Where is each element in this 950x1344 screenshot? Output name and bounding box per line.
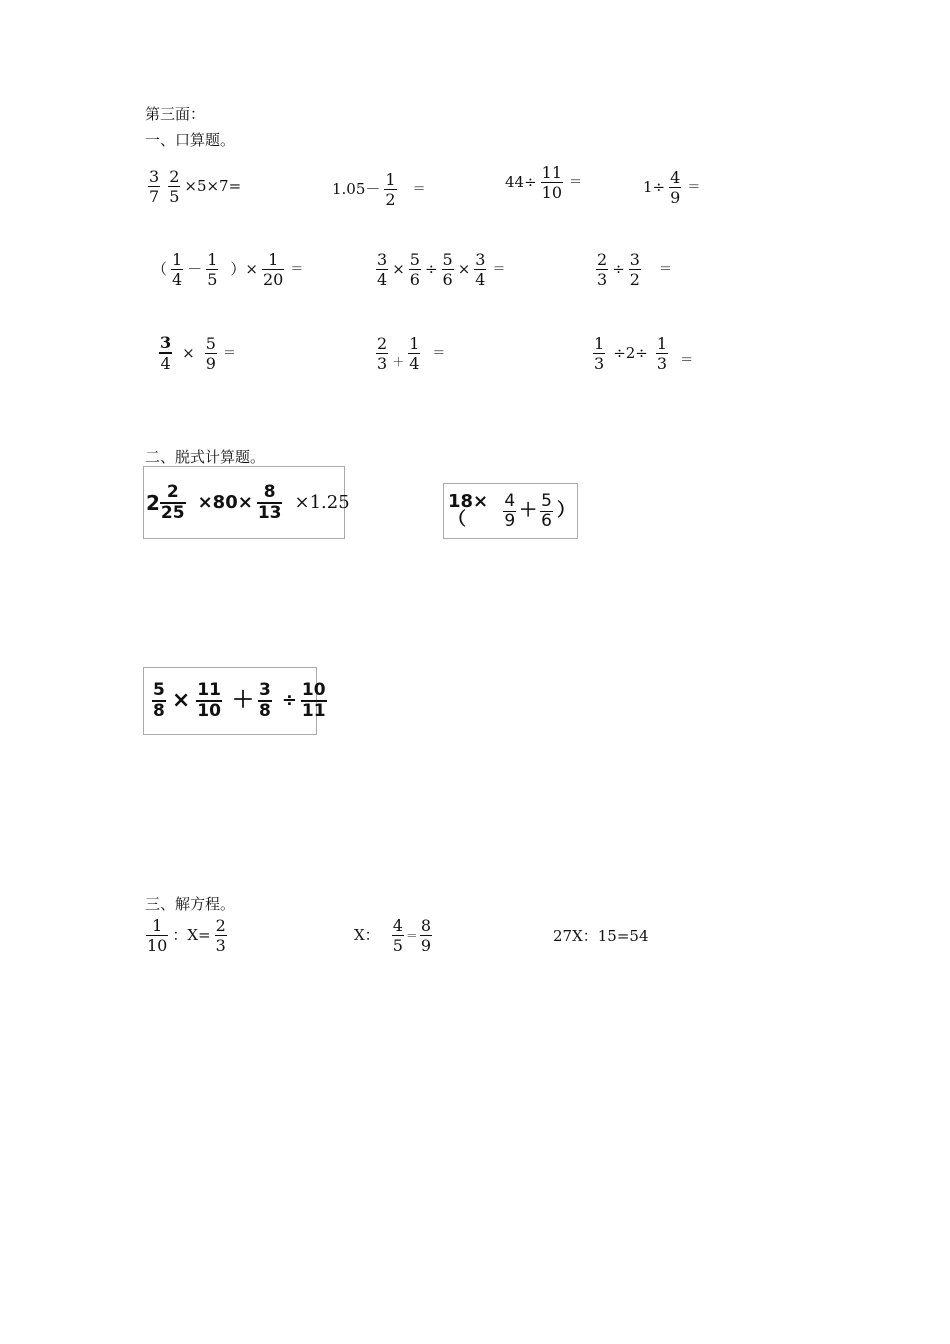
operator: ）× bbox=[230, 260, 258, 278]
step-calc-problem-2 bbox=[443, 483, 578, 539]
operator: ：X= bbox=[172, 926, 211, 944]
section-1-heading: 一、口算题。 bbox=[145, 131, 236, 149]
equals-sign: ＝ bbox=[222, 345, 236, 361]
operator: ＋ bbox=[519, 500, 538, 521]
section-2-heading: 二、脱式计算题。 bbox=[145, 448, 266, 466]
fraction: $\frac{1}{3}$ bbox=[594, 334, 605, 373]
fraction: $\frac{3}{2}$ bbox=[629, 250, 640, 289]
fraction: $\frac{3}{4}$ bbox=[475, 250, 486, 289]
mental-math-problem bbox=[374, 250, 506, 289]
equals-sign: ＝ bbox=[658, 262, 672, 277]
fraction: $\frac{1}{3}$ bbox=[656, 334, 668, 373]
mental-math-problem bbox=[641, 168, 700, 207]
equation-problem bbox=[551, 929, 651, 944]
fraction: $\frac{4}{9}$ bbox=[670, 168, 681, 207]
operator: － bbox=[187, 260, 203, 278]
operator: ÷ bbox=[424, 260, 438, 278]
operator: × bbox=[171, 688, 191, 713]
fraction: $\frac{8}{9}$ bbox=[420, 916, 432, 955]
fraction: $\frac{2}{3}$ bbox=[377, 334, 388, 373]
operator: ÷ bbox=[612, 260, 625, 278]
fraction: $\frac{10}{11}$ bbox=[301, 680, 326, 721]
mental-math-problem bbox=[374, 334, 445, 373]
fraction: $\frac{8}{13}$ bbox=[257, 481, 282, 523]
mental-math-problem bbox=[157, 333, 236, 373]
fraction: $\frac{2}{25}$ bbox=[160, 481, 185, 523]
operator: ） bbox=[557, 500, 575, 521]
mixed-number-whole: 2 bbox=[146, 490, 160, 515]
operator: ×80× bbox=[197, 491, 253, 513]
operator: ÷2÷ bbox=[613, 344, 648, 362]
operator: 44÷ bbox=[505, 173, 537, 191]
fraction: $\frac{11}{10}$ bbox=[197, 680, 221, 721]
equals-sign: ＝ bbox=[687, 180, 701, 195]
fraction: $\frac{5}{6}$ bbox=[442, 250, 453, 289]
fraction: $\frac{1}{20}$ bbox=[262, 250, 284, 289]
fraction: $\frac{5}{8}$ bbox=[153, 680, 165, 721]
fraction: $\frac{11}{10}$ bbox=[541, 163, 563, 202]
operator: 27X：15=54 bbox=[553, 927, 649, 945]
equals-sign: ＝ bbox=[432, 346, 446, 361]
mental-math-problem bbox=[146, 167, 243, 206]
fraction: $\frac{2}{5}$ bbox=[169, 167, 180, 206]
mental-math-problem bbox=[503, 163, 582, 202]
operator: ＝ bbox=[405, 928, 418, 943]
page-title: 第三面： bbox=[145, 105, 206, 123]
operator: × bbox=[392, 260, 405, 278]
operator: × bbox=[182, 343, 195, 362]
fraction: $\frac{1}{5}$ bbox=[207, 250, 218, 289]
fraction: $\frac{5}{9}$ bbox=[205, 333, 216, 373]
equation-problem bbox=[352, 916, 434, 955]
equals-sign: ＝ bbox=[412, 182, 426, 197]
equals-sign: ＝ bbox=[290, 262, 304, 277]
fraction: $\frac{3}{4}$ bbox=[160, 333, 172, 373]
fraction: $\frac{2}{3}$ bbox=[597, 250, 608, 289]
fraction: $\frac{3}{8}$ bbox=[258, 680, 271, 721]
fraction: $\frac{3}{7}$ bbox=[149, 167, 160, 206]
operator: 18×（ bbox=[448, 491, 489, 530]
mental-math-problem bbox=[150, 250, 303, 289]
operator: ＋ bbox=[231, 688, 254, 713]
operator: ÷ bbox=[281, 690, 297, 711]
fraction: $\frac{5}{6}$ bbox=[541, 490, 552, 531]
fraction: $\frac{4}{5}$ bbox=[392, 916, 403, 955]
equals-sign: ＝ bbox=[569, 175, 583, 190]
equals-sign: ＝ bbox=[680, 353, 694, 368]
fraction: $\frac{3}{4}$ bbox=[377, 250, 388, 289]
fraction: $\frac{2}{3}$ bbox=[215, 916, 226, 955]
operator: ＋ bbox=[392, 354, 405, 369]
operator: 1.05－ bbox=[332, 180, 381, 198]
equation-problem bbox=[144, 916, 229, 955]
fraction: $\frac{5}{6}$ bbox=[409, 250, 420, 289]
step-calc-problem-3 bbox=[143, 667, 326, 735]
fraction: $\frac{1}{4}$ bbox=[409, 334, 420, 373]
operator: （ bbox=[152, 260, 168, 278]
operator: ×1.25 bbox=[294, 491, 350, 513]
fraction: $\frac{1}{10}$ bbox=[147, 916, 168, 955]
operator: × bbox=[457, 260, 471, 278]
fraction: $\frac{1}{2}$ bbox=[385, 170, 396, 209]
fraction: $\frac{1}{4}$ bbox=[172, 250, 183, 289]
mental-math-problem bbox=[330, 170, 426, 209]
mental-math-problem bbox=[591, 334, 693, 373]
operator: ×5×7= bbox=[184, 177, 242, 195]
operator: 1÷ bbox=[643, 178, 666, 196]
operator: X： bbox=[354, 926, 380, 944]
mental-math-problem bbox=[594, 250, 672, 289]
fraction: $\frac{4}{9}$ bbox=[504, 490, 516, 531]
equals-sign: ＝ bbox=[492, 262, 506, 277]
step-calc-problem-1 bbox=[143, 466, 350, 539]
section-3-heading: 三、解方程。 bbox=[145, 895, 236, 913]
